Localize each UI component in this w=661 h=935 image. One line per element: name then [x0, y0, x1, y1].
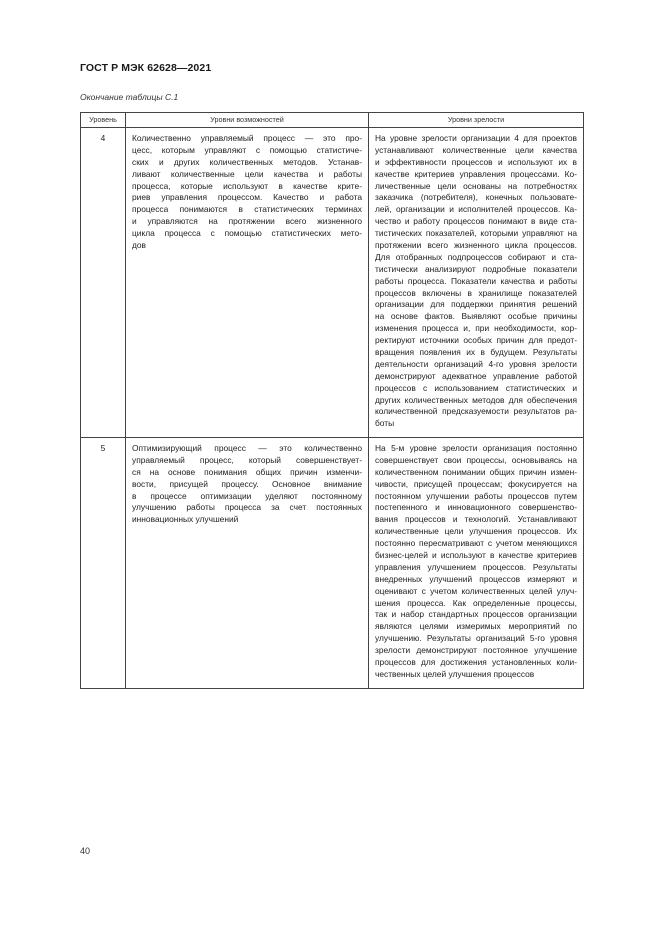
text-line: Для отобранных подпроцессов собирают и ста- — [375, 251, 577, 262]
level-cell: 4 — [81, 128, 126, 438]
maturity-cell — [369, 438, 584, 689]
maturity-levels-table — [80, 112, 584, 689]
text-line: организации для поддержки принятия решений — [375, 299, 577, 310]
maturity-cell — [369, 128, 584, 438]
header-maturity-levels: Уровни зрелости — [369, 113, 584, 128]
text-line: ских и других количественных методов. Устанав- — [132, 156, 362, 167]
text-line: оценивают с учетом количественных целей улуч- — [375, 585, 577, 596]
text-line: устанавливают количественные цели качества — [375, 144, 577, 155]
text-line: лей, организации и исполнителей процессов. Ка- — [375, 204, 577, 215]
text-line: других количественных методов для обеспечения — [375, 394, 577, 405]
text-line: качестве критериев управления процессами. Ко- — [375, 168, 577, 179]
header-level: Уровень — [81, 113, 126, 128]
text-line: риев управления процессом. Качество и работа — [132, 192, 362, 203]
text-line: вости, присущей процессу. Основное внимание — [132, 478, 362, 489]
text-line: чественных целей улучшения процессов — [375, 668, 535, 679]
text-line: совершенствует свои процессы, основываясь на — [375, 454, 577, 465]
text-line: на основе фактов. Выявляют особые причины — [375, 311, 577, 322]
text-line: бизнес-целей и используют в качестве критериев — [375, 550, 577, 561]
text-line: чество и работу процессов понимают в виде ста- — [375, 216, 577, 227]
text-line: изменения процесса и, при необходимости, кор- — [375, 323, 577, 334]
text-line: процессов с использованием статистических и — [375, 382, 577, 393]
text-line: постоянном улучшении работы процессов путем — [375, 490, 577, 501]
text-line: цесс, которым управляют с помощью статистиче- — [132, 144, 362, 155]
table-row — [81, 438, 584, 689]
text-line: Оптимизирующий процесс — это количественно — [132, 443, 362, 453]
text-line: инновационных улучшений — [132, 514, 239, 525]
text-line: улучшению. Результаты организаций 5-го уровня — [375, 633, 577, 644]
text-line: дов — [132, 240, 146, 251]
text-line: внедренных улучшений процессов измеряют и — [375, 573, 577, 584]
text-line: постепенного и инновационного совершенство- — [375, 502, 577, 513]
text-line: являются целями измеримых мероприятий по — [375, 621, 577, 632]
text-line: тистических показателей, которыми управляют на — [375, 228, 577, 239]
text-line: Количественно управляемый процесс — это про- — [132, 133, 362, 143]
text-line: вращения появления их в будущем. Результаты — [375, 347, 577, 358]
text-line: улучшению работы процесса за счет постоянных — [132, 502, 362, 513]
table-header-row — [81, 113, 584, 128]
text-line: демонстрируют адекватное управление работой — [375, 370, 577, 381]
text-line: количественной предсказуемости результатов ра- — [375, 406, 577, 417]
text-line: боты — [375, 418, 395, 429]
capability-cell — [126, 128, 369, 438]
text-line: шения процесса. Как определенные процессы, — [375, 597, 577, 608]
text-line: процесса, которые используют в качестве крите- — [132, 180, 362, 191]
text-line: тистически анализируют подробные показатели — [375, 263, 577, 274]
text-line: вания процессов и технологий. Устанавливают — [375, 514, 577, 525]
text-line: ся на основе понимания общих причин изменчи- — [132, 466, 362, 477]
text-line: и управляются на протяжении всего жизненного — [132, 216, 362, 227]
doc-title: ГОСТ Р МЭК 62628—2021 — [80, 62, 212, 74]
text-line: На уровне зрелости организации 4 для проектов — [375, 133, 577, 143]
text-line: процессов для достижения установленных коли- — [375, 657, 577, 668]
text-line: так и набор стандартных процессов организации — [375, 609, 577, 620]
text-line: и эффективности процессов и используют их в — [375, 156, 577, 167]
text-line: управляемый процесс, который совершенствует- — [132, 454, 362, 465]
text-line: личественные цели основаны на потребностях — [375, 180, 577, 191]
text-line: ректируют источники особых причин для предот- — [375, 335, 577, 346]
level-cell: 5 — [81, 438, 126, 689]
text-line: заказчика (потребителя), конечных пользовате- — [375, 192, 577, 203]
text-line: цикла процесса с помощью статистических мето- — [132, 228, 362, 239]
text-line: управления улучшением процессов. Результаты — [375, 561, 577, 572]
text-line: протяжении всего жизненного цикла процессов. — [375, 240, 577, 251]
text-line: количественные цели улучшения процессов. Их — [375, 526, 577, 537]
capability-cell — [126, 438, 369, 689]
text-line: деятельности организаций 4-го уровня зрелости — [375, 358, 577, 369]
text-line: процессов включены в хранилище показателей — [375, 287, 577, 298]
text-line: в процессе оптимизации уделяют постоянному — [132, 490, 362, 501]
text-line: На 5-м уровне зрелости организация постоянно — [375, 443, 577, 453]
table-row — [81, 128, 584, 438]
page-number: 40 — [80, 846, 91, 856]
text-line: чивости, присущей процессам; фокусируется на — [375, 478, 577, 489]
text-line: ливают количественные цели качества и работы — [132, 168, 362, 179]
table-caption: Окончание таблицы С.1 — [80, 92, 179, 102]
text-line: работы процесса. Показатели качества и работы — [375, 275, 577, 286]
text-line: зрелости демонстрируют постоянное улучшение — [375, 645, 577, 656]
text-line: количественном понимании общих причин измен- — [375, 466, 577, 477]
text-line: постоянно пересматривают с учетом меняющихся — [375, 538, 577, 549]
header-capability-levels: Уровни возможностей — [126, 113, 369, 128]
text-line: процесса понимаются в статистических терминах — [132, 204, 362, 215]
